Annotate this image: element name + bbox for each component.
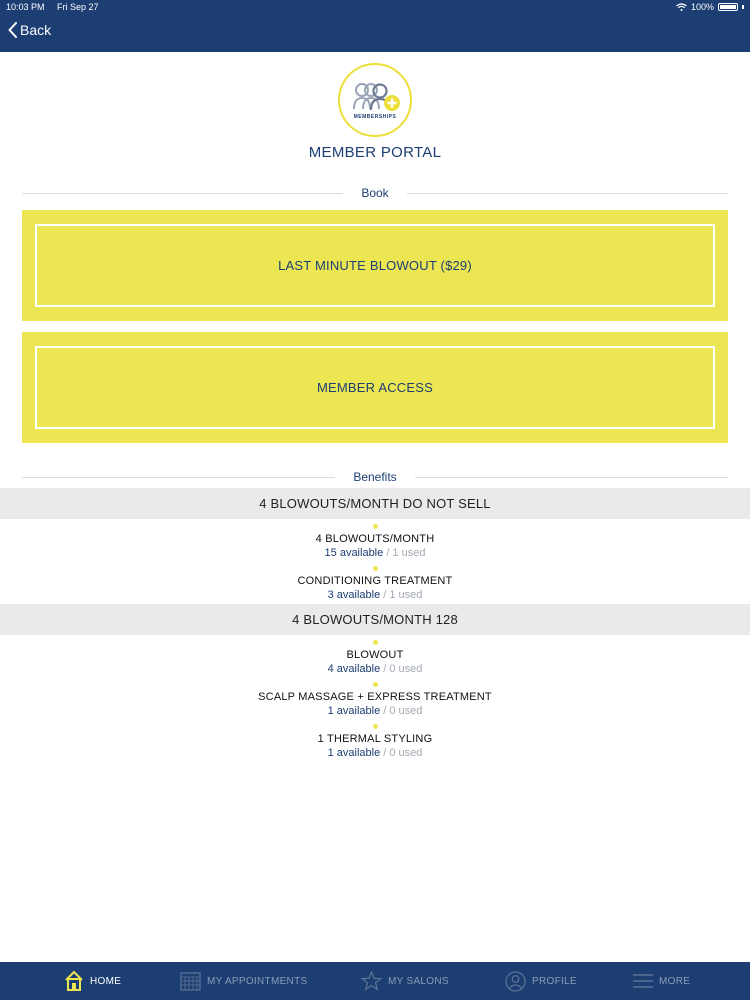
menu-icon <box>633 973 653 989</box>
bullet-dot <box>373 566 378 571</box>
bullet-dot <box>373 524 378 529</box>
benefit-used: / 1 used <box>383 589 423 601</box>
benefit-available: 1 available <box>327 705 381 717</box>
tab-my-appointments[interactable] <box>180 962 307 1000</box>
benefit-name: BLOWOUT <box>346 649 404 661</box>
back-button[interactable] <box>8 22 51 38</box>
profile-icon <box>505 971 526 992</box>
benefit-available: 1 available <box>327 747 381 759</box>
plan-header: 4 BLOWOUTS/MONTH 128 <box>0 604 750 635</box>
benefit-used: / 1 used <box>386 547 426 559</box>
status-time: 10:03 PM <box>6 2 45 12</box>
calendar-icon <box>180 971 201 991</box>
tab-label: MORE <box>659 975 691 987</box>
tab-my-salons[interactable] <box>361 962 449 1000</box>
plan-header: 4 BLOWOUTS/MONTH DO NOT SELL <box>0 488 750 519</box>
memberships-logo <box>338 63 412 137</box>
tab-label: PROFILE <box>532 975 577 987</box>
last-minute-blowout-button[interactable] <box>22 210 728 321</box>
tab-home[interactable] <box>64 962 121 1000</box>
benefit-available: 4 available <box>327 663 381 675</box>
tab-profile[interactable] <box>505 962 577 1000</box>
logo-text: MEMBERSHIPS <box>353 114 397 120</box>
back-label: Back <box>20 22 52 38</box>
battery-percent: 100% <box>690 2 714 12</box>
bullet-dot <box>373 682 378 687</box>
benefit-count <box>0 746 750 760</box>
bullet-dot <box>373 724 378 729</box>
star-icon <box>361 971 382 991</box>
benefit-used: / 0 used <box>383 747 423 759</box>
benefit-available: 15 available <box>324 547 384 559</box>
benefits-section-label: Benefits <box>0 470 750 484</box>
benefit-count <box>0 546 750 560</box>
tab-label: MY APPOINTMENTS <box>207 975 308 987</box>
status-bar <box>0 0 750 14</box>
benefit-count <box>0 704 750 718</box>
benefit-item <box>0 640 750 676</box>
top-nav-bar <box>0 0 750 52</box>
benefit-count <box>0 662 750 676</box>
benefit-used: / 0 used <box>383 705 423 717</box>
bullet-dot <box>373 640 378 645</box>
tab-more[interactable] <box>633 962 690 1000</box>
benefit-name: SCALP MASSAGE + EXPRESS TREATMENT <box>258 691 492 703</box>
benefit-available: 3 available <box>327 589 381 601</box>
benefit-item <box>0 524 750 560</box>
benefit-used: / 0 used <box>383 663 423 675</box>
wifi-icon <box>676 3 687 11</box>
members-group-icon <box>340 65 410 135</box>
page-title: MEMBER PORTAL <box>308 144 442 161</box>
chevron-left-icon <box>8 22 17 38</box>
benefit-name: 1 THERMAL STYLING <box>317 733 433 745</box>
benefit-name: CONDITIONING TREATMENT <box>297 575 453 587</box>
member-access-button[interactable] <box>22 332 728 443</box>
benefit-item <box>0 724 750 760</box>
home-icon <box>64 970 84 992</box>
benefit-name: 4 BLOWOUTS/MONTH <box>315 533 435 545</box>
button-label: MEMBER ACCESS <box>35 346 715 429</box>
book-section-label: Book <box>0 186 750 200</box>
tab-label: MY SALONS <box>388 975 449 987</box>
benefit-count <box>0 588 750 602</box>
benefit-item <box>0 682 750 718</box>
bottom-tab-bar <box>0 962 750 1000</box>
button-label: LAST MINUTE BLOWOUT ($29) <box>35 224 715 307</box>
status-date: Fri Sep 27 <box>57 2 99 12</box>
tab-label: HOME <box>90 975 122 987</box>
benefit-item <box>0 566 750 602</box>
battery-icon <box>718 3 738 11</box>
